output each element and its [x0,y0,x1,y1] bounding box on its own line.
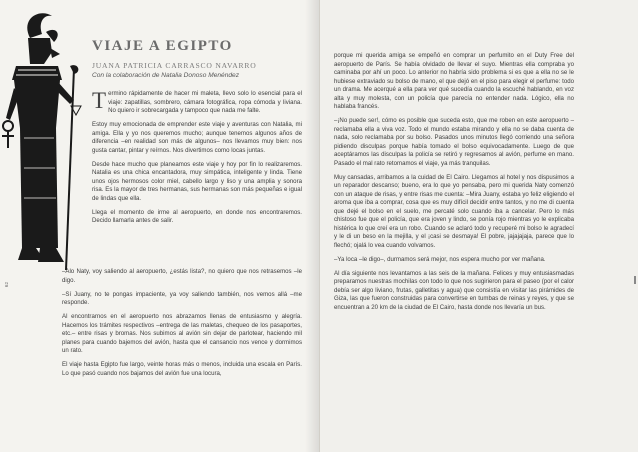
paragraph: –Sí Juany, no te pongas impaciente, ya voy saliendo también, nos vemos allá –me responde. [62,290,302,306]
author-name: JUANA PATRICIA CARRASCO NAVARRO [92,61,257,70]
paragraph: El viaje hasta Egipto fue largo, veinte horas más o menos, incluida una escala en París. Lo que pasó cuando nos bajamos del avión fue una locura, [62,361,302,377]
chapter-title: VIAJE A EGIPTO [92,38,233,54]
paragraph: Al día siguiente nos levantamos a las seis de la mañana. Felices y muy entusiasmadas preparamos nuestras mochilas con todo lo que nos sugirieron para el paseo (por el calor debía ser algo liviano, frutas, galletitas y agua) que consistía en visitar las pirámides de Giza, las que fueron construidas para convertirse en tumbas de reinas y reyes, y que se encuentran a 20 km de la ciudad de El Cairo, hasta donde nos llevaría un bus. [334,269,574,311]
dropcap: T [92,88,107,113]
running-head [0,293,1,350]
paragraph: Al encontrarnos en el aeropuerto nos abrazamos llenas de entusiasmo y alegría. Hacemos los trámites respectivos –entrega de las maletas, chequeo de los pasaportes, etc.– entre risas y bromas. Nos subimos al avión sin dejar de parlotear, haciendo mil planes para cuando bajemos del avión, hasta que el cansancio nos vence y dormimos un rato. [62,313,302,354]
paragraph: –Ya loca –le digo–, durmamos será mejor, nos espera mucho por ver mañana. [334,255,546,263]
page-edge-mark [634,276,636,284]
collaboration-credit: Con la colaboración de Natalia Donoso Menéndez [92,72,239,79]
paragraph: –¡No puede ser!, cómo es posible que suceda esto, que me roben en este aeropuerto – reclamaba ella a viva voz. Todo el mundo estaba mirando y ella no se daba cuenta de nada, solo reclamaba por su bolso. Pasados unos minutos llegó corriendo una señora pidiendo disculpas porque había tomado el bolso equivocadamente. Luego de que aceptáramos las disculpas la policía se retiró y regresamos al avión, perfume en mano. Pasado el mal rato retomamos el viaje, ya más tranquilas. [334,117,574,167]
page-number: 62 [4,281,10,288]
heart-outline-icon [70,104,82,116]
paragraph: Llega el momento de irme al aeropuerto, en donde nos encontraremos. Decido llamarla antes de salir. [92,208,302,224]
right-page [319,0,638,452]
paragraph: –Alo Naty, voy saliendo al aeropuerto, ¿estás lista?, no quiero que nos retrasemos –le digo. [62,268,302,284]
body-text-right [334,52,574,318]
paragraph: Desde hace mucho que planeamos este viaje y hoy por fin lo realizaremos. Natalia es una chica encantadora, muy simpática, inteligente y linda. Tiene unos ojos hermosos color miel, cabello largo y liso y una amplia y sonora risa. Es la mayor de tres hermanas, sus hermanas son más pequeñas e igual de lindas que ella. [92,160,302,202]
gutter-shadow [305,0,319,452]
body-text-wide [62,268,302,384]
paragraph: porque mi querida amiga se empeñó en comprar un perfumito en el Duty Free del aeropuerto de París. Se había olvidado de llevar el suyo. Mientras ella compraba yo caminaba por ahí un poco. Lo anterior no habría sido problema si es que a ella no se le hubiese extraviado su bolso de mano, el que dejó en el piso para elegir el perfume: todo un drama. Me acerqué a ella para ver qué sucedía cuando la escuché hablando, en voz alta y muy molesta, con un policía que parecía no entender nada. Lógico, ella no hablaba francés. [334,52,574,110]
paragraph: Estoy muy emocionada de emprender este viaje y aventuras con Natalia, mi amiga. Ella y yo nos queremos mucho; aunque tenemos algunos años de diferencia –en realidad son más de algunos– nos llevamos muy bien: nos gusta cantar, pintar y reírnos. Nos divertimos como locas juntas. [92,121,302,154]
paragraph: Termino rápidamente de hacer mi maleta, llevo solo lo esencial para el viaje: zapatillas, sombrero, cámara fotográfica, ropa cómoda y liviana. No quiero ir sobrecargada y tampoco que nada me falte. [92,88,302,114]
body-text-narrow [92,90,302,231]
paragraph: Muy cansadas, arribamos a la cuidad de El Cairo. Llegamos al hotel y nos dispusimos a un reparador descanso; bueno, era lo que yo pensaba, pero mi querida Naty comenzó con un ataque de risas, y entre risas me cuenta: –Mira Juany, estaba yo feliz eligiendo el aroma que iba a comprar, cosa que es muy difícil decidir entre tantos, y no me di cuenta que dejé el bolso en el suelo, me percaté solo cuando iba a cancelar. Pero lo más chistoso fue que el policía, que era joven y lindo, se ponía rojo mientras yo le explicaba histérica lo que creí era un robo. Cuando se aclaró todo y recuperé mi bolso le agradecí y le di un beso en la mejilla, y el ¡casi se desmaya! El pobre, jajajajaja, parece que lo flechó; ojalá lo vea cuando volvamos. [334,173,574,249]
egyptian-goddess-figure-icon [0,8,86,278]
